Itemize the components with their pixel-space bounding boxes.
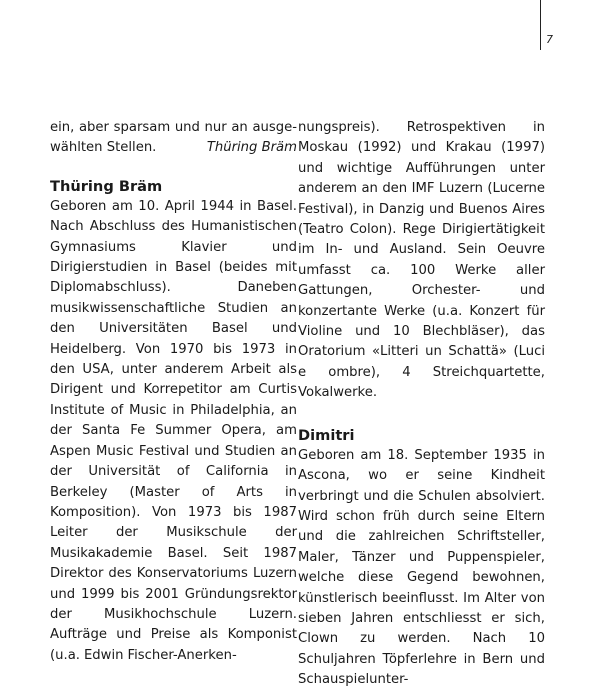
- section-heading-thuering-braem: Thüring Bräm: [50, 177, 163, 195]
- intro-tail: [50, 118, 297, 159]
- section-heading-dimitri: Dimitri: [298, 426, 355, 444]
- page-rule: [540, 0, 541, 50]
- bio-dimitri: Geboren am 18. September 1935 in Ascona, wo er seine Kindheit verbringt und die Schulen absolviert. Wird schon früh durch seine Eltern und die zahlreichen Schriftsteller, Maler, Tänzer und Puppenspieler, welche diese Gegend bewohnen, künstlerisch beeinflusst. Im Alter von sieben Jahren entschliesst er sich, Clown zu werden. Nach 10 Schuljahren Töpferlehre in Bern und Schauspielunter-: [298, 447, 545, 688]
- bio-thuering-braem-continued: nungspreis). Retrospektiven in Moskau (1992) und Krakau (1997) und wichtige Aufführungen unter anderem an den IMF Luzern (Lucerne Festival), in Danzig und Buenos Aires (Teatro Colon). Rege Dirigiertätigkeit im In- und Ausland. Sein Oeuvre umfasst ca. 100 Werke aller Gattungen, Orchester- und konzertante Werke (u.a. Konzert für Violine und 10 Blechbläser), das Oratorium «Litteri un Schattä» (Luci e ombre), 4 Streichquartette, Vokalwerke.: [298, 120, 545, 401]
- intro-signature: Thüring Bräm: [206, 140, 297, 156]
- intro-line: ein, aber sparsam und nur an ausge-: [50, 120, 297, 135]
- left-column: [50, 118, 297, 666]
- right-column: [298, 118, 545, 691]
- intro-signature-line: [50, 138, 297, 158]
- intro-line: wählten Stellen.: [50, 140, 157, 156]
- bio-thuering-braem: Geboren am 10. April 1944 in Basel. Nach Abschluss des Humanistischen Gymnasiums Klavier und Dirigierstudien in Basel (beides mit Diplomabschluss). Daneben musikwissenschaftliche Studien an den Universitäten Basel und Heidelberg. Von 1970 bis 1973 in den USA, unter anderem Arbeit als Dirigent und Korrepetitor am Curtis Institute of Music in Philadelphia, an der Santa Fe Summer Opera, am Aspen Music Festival und Studien an der Universität of California in Berkeley (Master of Arts in Komposition). Von 1973 bis 1987 Leiter der Musikschule der Musikakademie Basel. Seit 1987 Direktor des Konservatoriums Luzern und 1999 bis 2001 Gründungsrektor der Musikhochschule Luzern. Aufträge und Preise als Komponist (u.a. Edwin Fischer-Anerken-: [50, 198, 297, 663]
- page-number: 7: [546, 33, 553, 46]
